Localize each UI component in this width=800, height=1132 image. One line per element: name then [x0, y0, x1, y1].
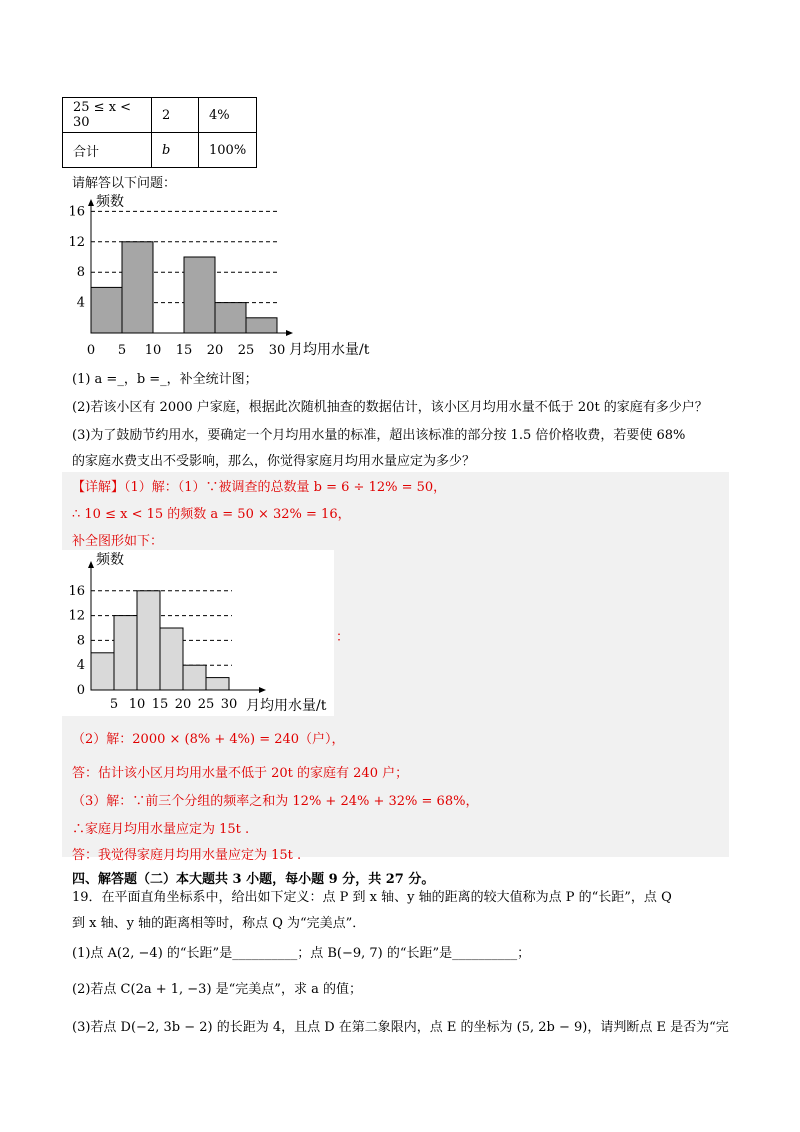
y-axis-title: 频数	[96, 194, 124, 210]
table-row	[63, 133, 257, 168]
histogram-bar	[215, 303, 246, 333]
question-3-line-1: (3)为了鼓励节约用水，要确定一个月均用水量的标准，超出该标准的部分按 1.5 倍价格收费，若要使 68%	[72, 428, 686, 443]
x-tick-label: 25	[237, 343, 255, 358]
x-tick-label: 20	[206, 343, 224, 358]
y-axis-arrow	[88, 561, 94, 568]
x-axis-title: 月均用水量/t	[289, 342, 370, 358]
y-tick-label: 16	[68, 204, 85, 220]
table-cell: b	[152, 133, 199, 168]
table-cell: 25 ≤ x < 30	[63, 98, 152, 133]
y-tick-label: 0	[76, 683, 85, 698]
histogram-bar	[184, 257, 215, 333]
table-cell: 100%	[199, 133, 257, 168]
frequency-table	[62, 97, 257, 168]
y-tick-label: 12	[68, 608, 85, 624]
histogram-bar	[206, 678, 229, 690]
q19-line-2: 到 x 轴、y 轴的距离相等时，称点 Q 为“完美点”．	[72, 916, 366, 931]
solution-line-5: 答：估计该小区月均用水量不低于 20t 的家庭有 240 户；	[72, 766, 409, 781]
x-tick-label: 25	[197, 697, 215, 712]
histogram-completed	[62, 550, 334, 716]
solution-line-1: 【详解】（1）解：（1）∵被调查的总数量 b = 6 ÷ 12% = 50，	[72, 480, 447, 495]
y-tick-label: 8	[76, 265, 85, 281]
q19-part-3: (3)若点 D(−2, 3b − 2) 的长距为 4，且点 D 在第二象限内，点 E 的坐标为 (5, 2b − 9)，请判断点 E 是否为“完	[72, 1020, 729, 1035]
table-cell: 4%	[199, 98, 257, 133]
x-tick-label: 10	[128, 697, 146, 712]
y-tick-label: 16	[68, 583, 85, 599]
y-tick-label: 4	[76, 295, 85, 311]
histogram-bar	[122, 242, 153, 333]
x-tick-label: 15	[175, 343, 193, 358]
x-tick-label: 30	[220, 697, 238, 712]
x-tick-label: 15	[151, 697, 169, 712]
histogram-bar	[183, 665, 206, 690]
prompt-text: 请解答以下问题：	[72, 176, 177, 191]
y-tick-label: 4	[76, 658, 85, 674]
solution-line-6: （3）解：∵前三个分组的频率之和为 12% + 24% + 32% = 68%，	[72, 794, 479, 809]
table-row	[63, 98, 257, 133]
x-axis-title: 月均用水量/t	[246, 698, 327, 714]
q19-part-1: (1)点 A(2, −4) 的“长距”是__________；点 B(−9, 7) 的“长距”是__________；	[72, 946, 531, 961]
solution-line-8: 答：我觉得家庭月均用水量应定为 15t .	[72, 848, 302, 863]
x-tick-label: 10	[144, 343, 162, 358]
stray-colon: ：	[336, 630, 350, 645]
solution-line-4: （2）解：2000 × (8% + 4%) = 240（户），	[72, 732, 345, 747]
y-tick-label: 8	[76, 633, 85, 649]
x-tick-label: 5	[109, 697, 119, 712]
x-tick-label: 0	[86, 343, 96, 358]
q19-line-1: 19．在平面直角坐标系中，给出如下定义：点 P 到 x 轴、y 轴的距离的较大值称为点 P 的“长距”，点 Q	[72, 890, 672, 905]
solution-line-2: ∴ 10 ≤ x < 15 的频数 a = 50 × 32% = 16，	[72, 507, 351, 522]
histogram-bar	[246, 318, 277, 333]
table-cell: 合计	[63, 133, 152, 168]
histogram-bar	[114, 616, 137, 690]
histogram-bar	[91, 653, 114, 690]
y-tick-label: 12	[68, 234, 85, 250]
x-axis-arrow	[286, 330, 293, 336]
histogram-original	[60, 190, 390, 362]
x-tick-label: 20	[174, 697, 192, 712]
histogram-bar	[160, 628, 183, 690]
x-tick-label: 5	[117, 343, 127, 358]
x-axis-arrow	[259, 687, 266, 693]
table-cell: 2	[152, 98, 199, 133]
question-3-line-2: 的家庭水费支出不受影响，那么，你觉得家庭月均用水量应定为多少？	[72, 454, 476, 469]
section-heading: 四、解答题（二）本大题共 3 小题，每小题 9 分，共 27 分。	[72, 872, 435, 887]
histogram-bar	[91, 287, 122, 333]
x-tick-label: 30	[268, 343, 286, 358]
solution-line-3: 补全图形如下：	[72, 534, 164, 549]
histogram-bar	[137, 591, 160, 690]
y-axis-arrow	[88, 199, 94, 206]
question-2: (2)若该小区有 2000 户家庭，根据此次随机抽查的数据估计，该小区月均用水量不低于 20t 的家庭有多少户？	[72, 400, 708, 415]
y-axis-title: 频数	[96, 552, 124, 568]
question-1: (1) a =_，b =_，补全统计图；	[72, 372, 258, 387]
solution-line-7: ∴家庭月均用水量应定为 15t .	[72, 822, 250, 837]
q19-part-2: (2)若点 C(2a + 1, −3) 是“完美点”，求 a 的值；	[72, 982, 362, 997]
